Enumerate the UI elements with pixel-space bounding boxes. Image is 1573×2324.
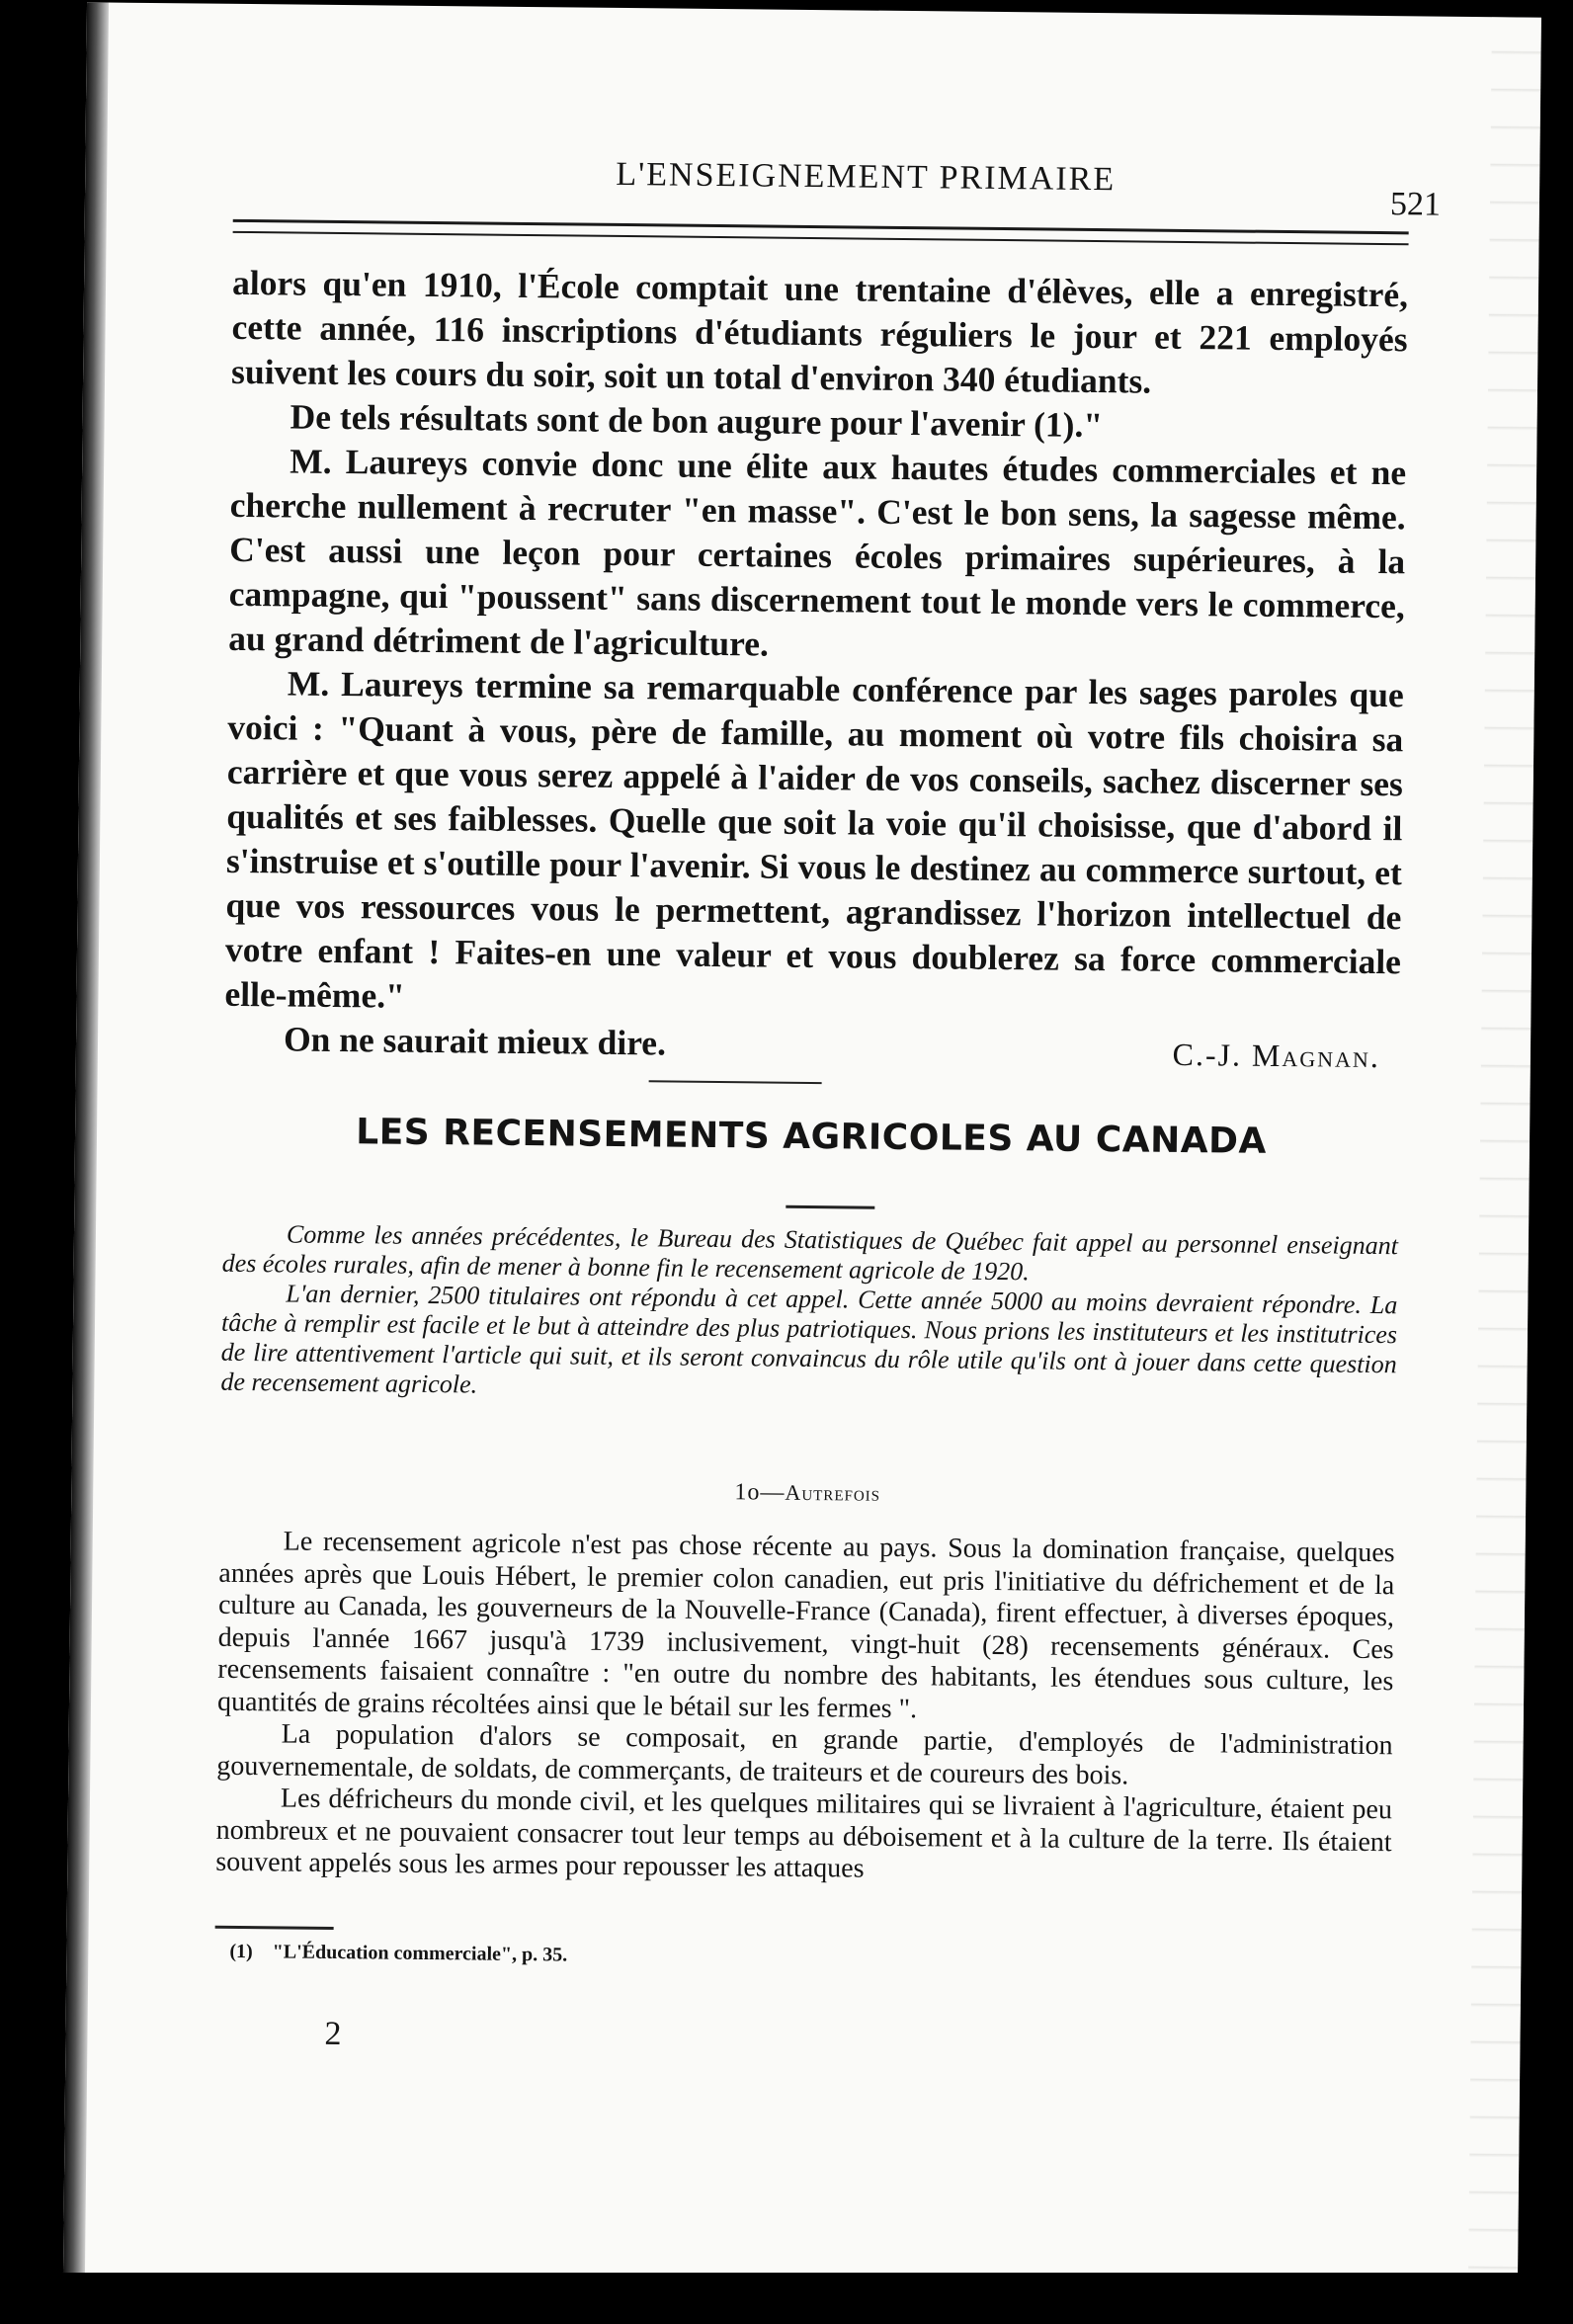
scan-border-bottom <box>0 2273 1573 2324</box>
paragraph: Les défricheurs du monde civil, et les quelques militaires qui se livraient à l'agriculture, étaient peu nombreux et ne pouvaient consacrer tout leur temps au déboisement et à la culture de la terre. Ils étaient souvent appelés sous les armes pour repousser les attaques <box>215 1783 1393 1884</box>
section2-intro <box>220 1219 1398 1409</box>
page-edge-noise <box>1468 17 1541 2289</box>
subhead-label: Autrefois <box>785 1479 881 1506</box>
subhead-number: 1o— <box>734 1479 786 1506</box>
running-title: L'ENSEIGNEMENT PRIMAIRE <box>616 155 1117 199</box>
section2-body <box>215 1526 1395 1891</box>
intro-paragraph: Comme les années précédentes, le Bureau des Statistiques de Québec fait appel au personnel enseignant des écoles rurales, afin de mener à bonne fin le recensement agricole de 1920. <box>221 1219 1399 1286</box>
printer-signature-mark: 2 <box>324 2015 342 2053</box>
paragraph: On ne saurait mieux dire. <box>283 1019 667 1063</box>
intro-paragraph: L'an dernier, 2500 titulaires ont répondu à cet appel. Cette année 5000 au moins devraient répondre. La tâche à remplir est facile et le but à atteindre des plus patriotiques. Nous prions les instituteurs et les institutrices de lire attentivement l'article qui suit, et ils seront convaincus du rôle utile qu'ils ont à jouer dans cette question de recensement agricole. <box>220 1279 1398 1399</box>
running-head <box>233 152 1459 224</box>
paragraph: M. Laureys termine sa remarquable conférence par les sages paroles que voici : "Quant à vous, père de famille, au moment où votre fils choisira sa carrière et que vous serez appelé à l'aider de vos conseils, sachez discerner ses qualités et ses faiblesses. Quelle que soit la voie qu'il choisisse, que d'abord il s'instruise et s'outille pour l'avenir. Si vous le destinez au commerce surtout, et que vos ressources vous le permettent, agrandissez l'horizon intellectuel de votre enfant ! Faites-en une valeur et vous doublerez sa force commerciale elle-même." <box>224 663 1404 1016</box>
paragraph: M. Laureys convie donc une élite aux hautes études commerciales et ne cherche nullement à recruter "en masse". C'est le bon sens, la sagesse même. C'est aussi une leçon pour certaines écoles primaires supérieures, à la campagne, qui "poussent" sans discernement tout le monde vers le commerce, au grand détriment de l'agriculture. <box>228 441 1407 664</box>
footnote-rule <box>215 1926 334 1930</box>
page-gutter-shadow <box>63 2 109 2275</box>
footnote-mark: (1) <box>229 1940 253 1963</box>
paragraph: alors qu'en 1910, l'École comptait une trentaine d'élèves, elle a enregistré, cette année, 116 inscriptions d'étudiants réguliers le jour et 221 employés suivent les cours du soir, soit un total d'environ 340 étudiants. <box>230 262 1409 401</box>
footnote <box>229 1941 1316 1975</box>
signature-surname: Magnan. <box>1251 1037 1381 1075</box>
footnote-text: "L'Éducation commerciale", p. 35. <box>272 1941 568 1966</box>
section-title: LES RECENSEMENTS AGRICOLES AU CANADA <box>356 1112 1268 1162</box>
paragraph: De tels résultats sont de bon augure pour l'avenir (1)." <box>290 396 1104 446</box>
paragraph: Le recensement agricole n'est pas chose récente au pays. Sous la domination française, quelques années après que Louis Hébert, le premier colon canadien, eut pris l'initiative du défrichement et de la culture au Canada, les gouverneurs de la Nouvelle-France (Canada), firent effectuer, à diverses époques, depuis l'année 1667 jusqu'à 1739 inclusivement, vingt-huit (28) recensements généraux. Ces recensements faisaient connaître : "en outre du nombre des habitants, les étendues sous culture, les quantités de grains récoltées ainsi que le bétail sur les fermes ". <box>216 1526 1395 1724</box>
signature-initials: C.-J. <box>1172 1036 1253 1073</box>
book-page <box>63 2 1541 2289</box>
section1-body <box>224 261 1408 1073</box>
page-number: 521 <box>1389 186 1442 223</box>
header-double-rule <box>233 219 1409 245</box>
section-separator-rule <box>649 1080 822 1084</box>
subsection-heading <box>219 1474 1395 1513</box>
title-underline-rule <box>786 1205 874 1209</box>
paragraph: La population d'alors se composait, en grande partie, d'employés de l'administration gouvernementale, de soldats, de commerçants, de traiteurs et de coureurs des bois. <box>216 1718 1393 1790</box>
